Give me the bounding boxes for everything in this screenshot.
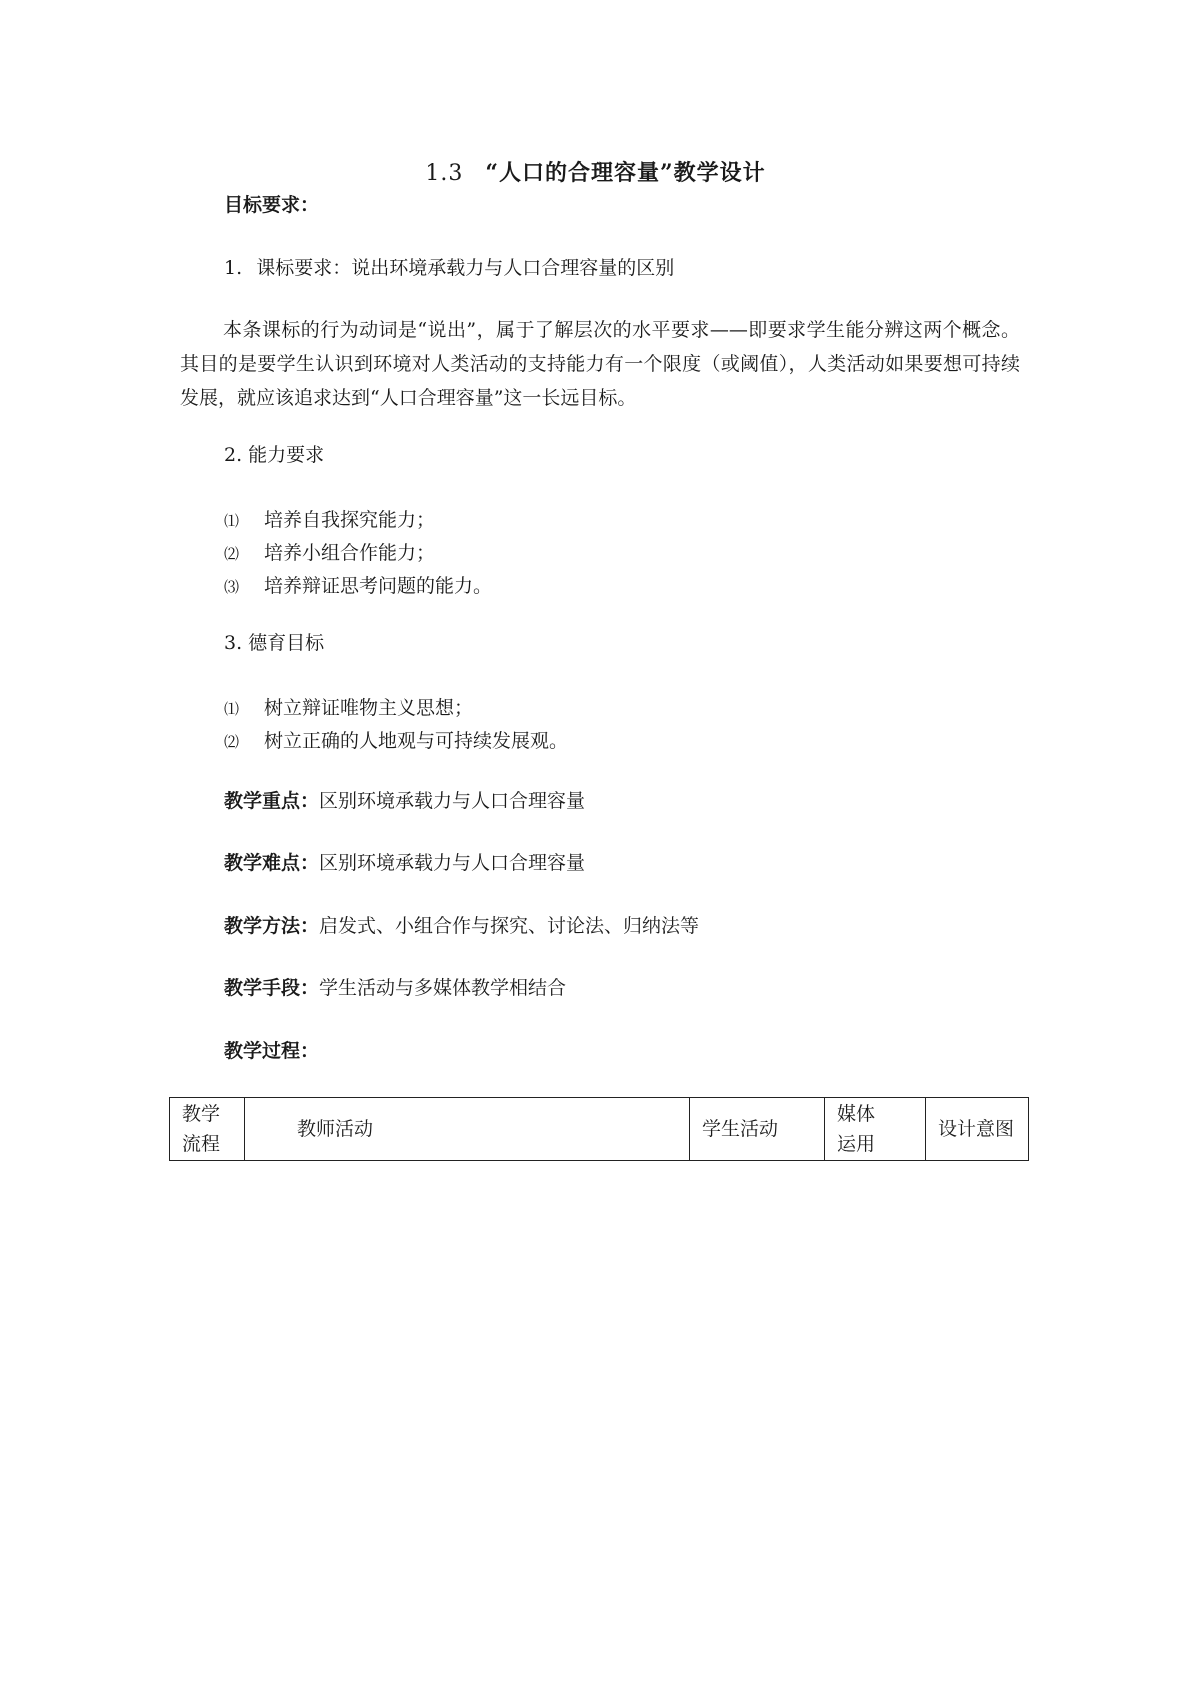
- moral-item: [224, 725, 568, 758]
- moral-heading: 3. 德育目标: [224, 632, 325, 654]
- header-cell-intent: [926, 1098, 1029, 1161]
- ability-item: [224, 504, 435, 537]
- header-cell-line: 流程: [182, 1133, 221, 1155]
- header-cell-media: [825, 1098, 926, 1161]
- curriculum-number: 1.: [224, 257, 243, 279]
- teaching-means-label: 教学手段：: [224, 977, 320, 999]
- teaching-method-label: 教学方法：: [224, 915, 320, 937]
- moral-item-text: 树立辩证唯物主义思想；: [264, 697, 474, 719]
- teaching-difficulty-value: 区别环境承载力与人口合理容量: [319, 852, 586, 874]
- moral-item-text: 树立正确的人地观与可持续发展观。: [264, 730, 569, 752]
- teaching-process-table: [169, 1097, 1029, 1161]
- ability-item: [224, 570, 492, 603]
- header-cell-line: 媒体: [837, 1103, 876, 1125]
- header-cell-student: [690, 1098, 825, 1161]
- teaching-method: [224, 910, 699, 942]
- ability-heading: 2. 能力要求: [224, 444, 325, 466]
- curriculum-paragraph: 本条课标的行为动词是“说出”，属于了解层次的水平要求——即要求学生能分辨这两个概念。其目的是要学生认识到环境对人类活动的支持能力有一个限度（或阈值），人类活动如果要想可持续发展，就应该追求达到“人口合理容量”这一长远目标。: [180, 319, 1020, 409]
- table-header-row: [170, 1098, 1029, 1161]
- ability-item-text: 培养自我探究能力；: [264, 509, 436, 531]
- curriculum-requirement: [224, 252, 674, 284]
- ability-item-text: 培养小组合作能力；: [264, 542, 436, 564]
- teaching-key-value: 区别环境承载力与人口合理容量: [319, 790, 586, 812]
- teaching-process-heading: 教学过程：: [224, 1040, 320, 1062]
- header-cell-line: 运用: [837, 1133, 876, 1155]
- page-title: [0, 156, 1191, 187]
- header-cell-teacher: [245, 1098, 690, 1161]
- moral-item-number: ⑴: [224, 700, 240, 718]
- teaching-method-value: 启发式、小组合作与探究、讨论法、归纳法等: [319, 915, 700, 937]
- ability-item-number: ⑶: [224, 578, 240, 596]
- moral-item: [224, 692, 473, 725]
- header-cell-line: 学生活动: [702, 1118, 779, 1140]
- moral-item-number: ⑵: [224, 733, 240, 751]
- ability-item-number: ⑴: [224, 512, 240, 530]
- ability-item: [224, 537, 435, 570]
- curriculum-text: 课标要求：说出环境承载力与人口合理容量的区别: [256, 257, 675, 279]
- title-text: “人口的合理容量”教学设计: [485, 160, 766, 186]
- teaching-key-label: 教学重点：: [224, 790, 320, 812]
- header-cell-line: 教师活动: [297, 1118, 374, 1140]
- header-cell-line: 设计意图: [938, 1118, 1015, 1140]
- teaching-difficulty-label: 教学难点：: [224, 852, 320, 874]
- teaching-means: [224, 972, 566, 1004]
- ability-item-text: 培养辩证思考问题的能力。: [264, 575, 493, 597]
- goals-heading: 目标要求：: [224, 194, 320, 216]
- teaching-key-point: [224, 785, 585, 817]
- title-number: 1.3: [425, 161, 464, 186]
- header-cell-line: 教学: [182, 1103, 221, 1125]
- header-cell-flow: [170, 1098, 245, 1161]
- teaching-means-value: 学生活动与多媒体教学相结合: [319, 977, 567, 999]
- ability-item-number: ⑵: [224, 545, 240, 563]
- teaching-difficulty: [224, 847, 585, 879]
